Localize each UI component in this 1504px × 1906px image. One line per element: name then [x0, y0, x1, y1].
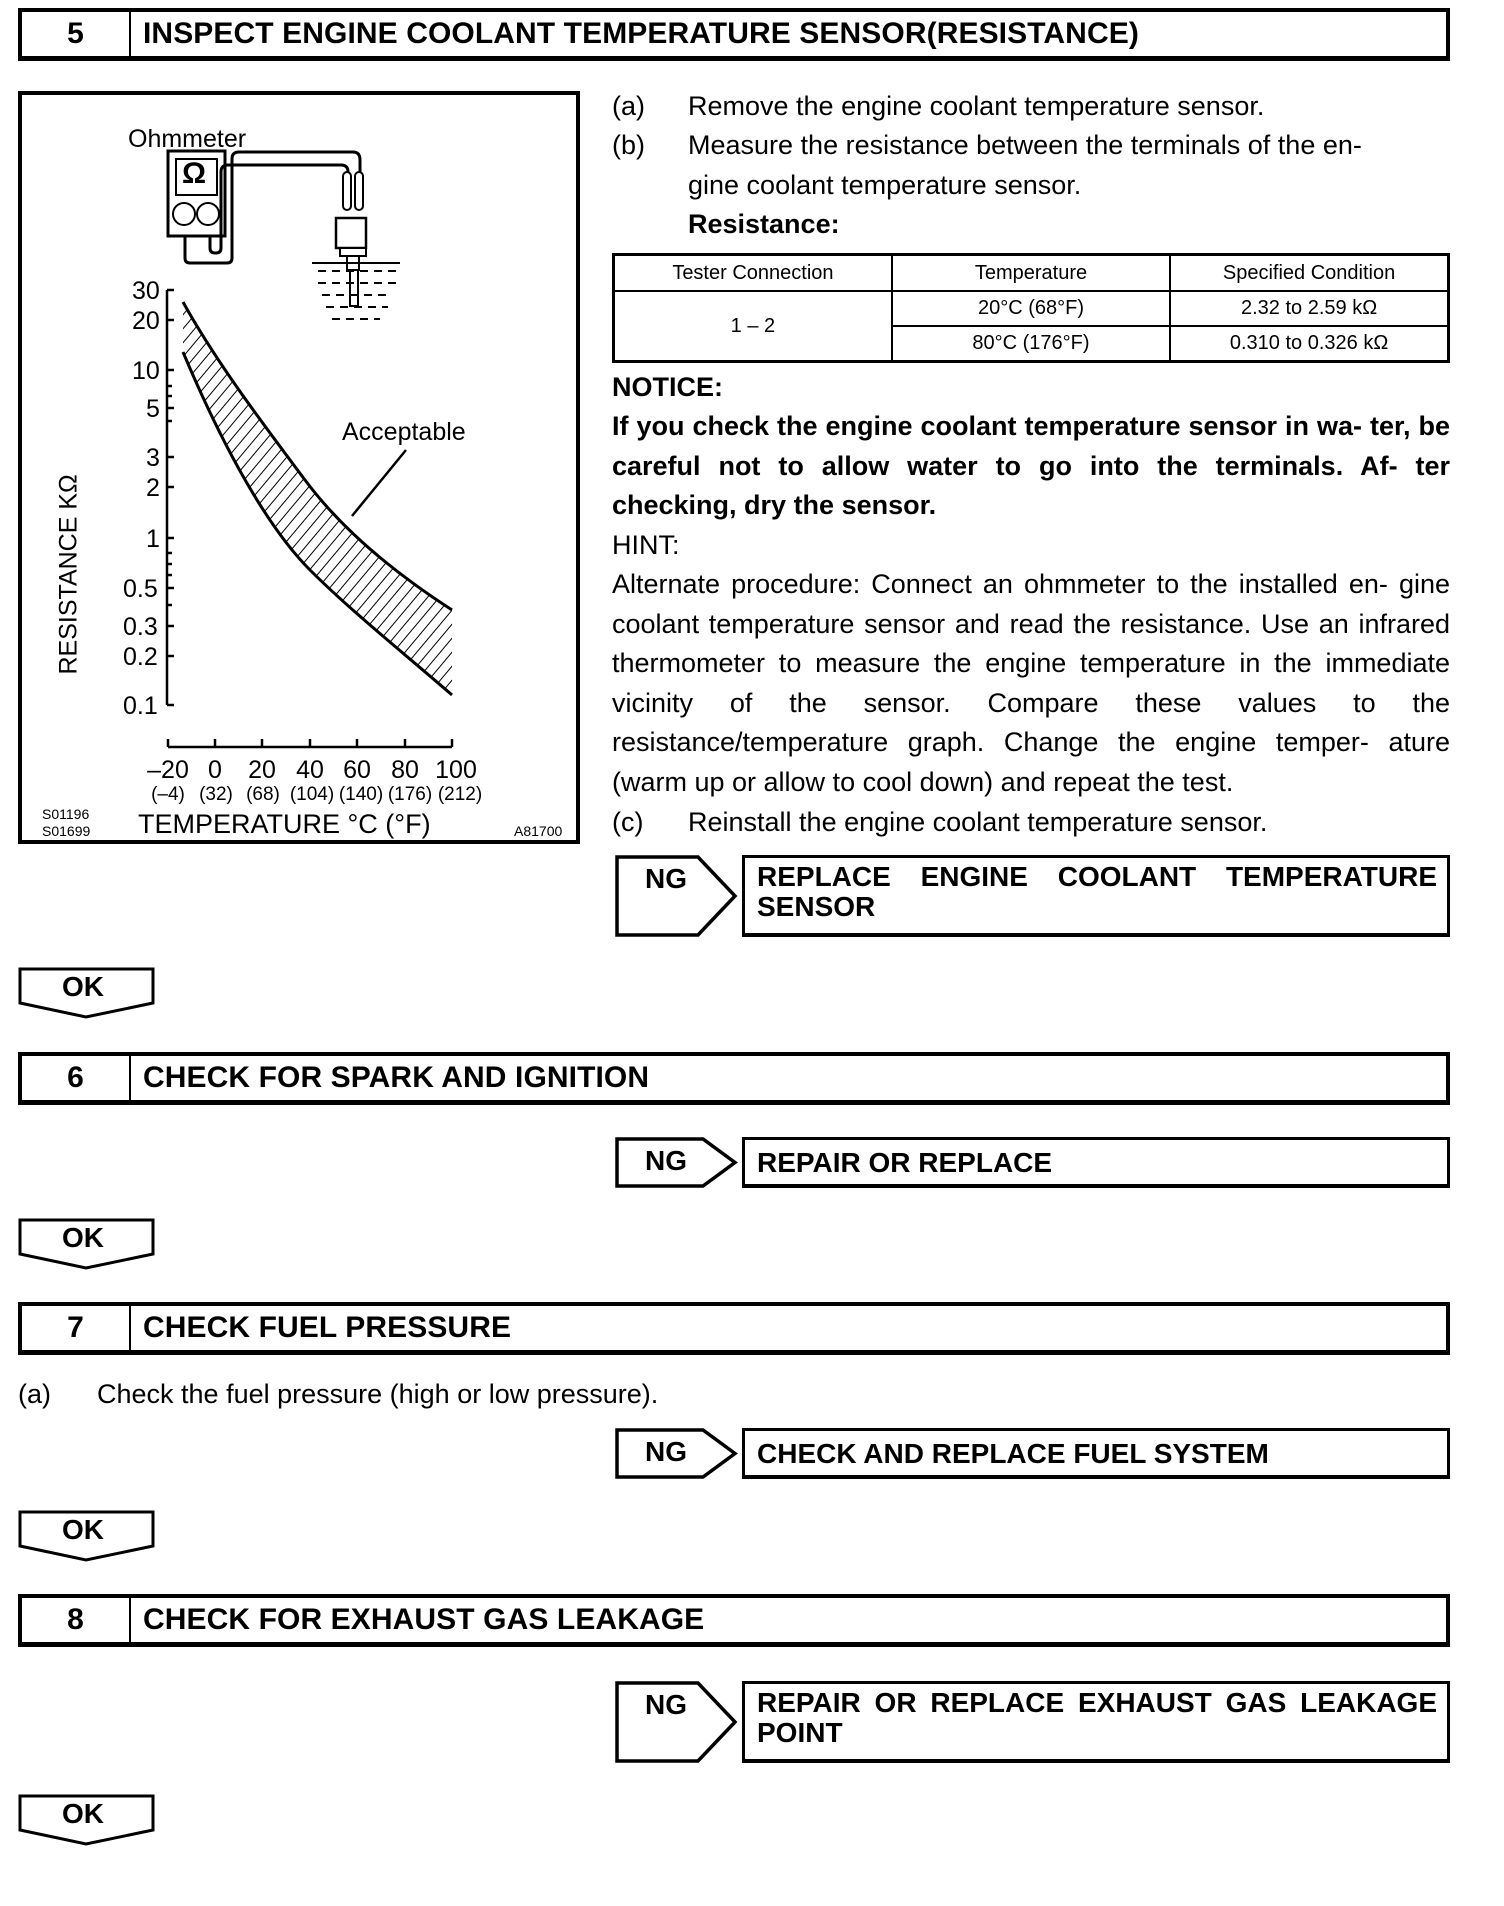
y-tick: 30: [132, 277, 160, 305]
x-tick: 60: [343, 756, 371, 784]
ng-label: NG: [645, 1145, 687, 1176]
step-b-text-2: gine coolant temperature sensor.: [688, 170, 1082, 200]
hint-heading: HINT:: [612, 530, 680, 560]
x-tick-f: (212): [437, 784, 483, 805]
figure-id-right: A81700: [514, 823, 563, 839]
step-c-marker: (c): [612, 807, 644, 837]
acceptable-band: [183, 302, 452, 695]
ohmmeter-label: Ohmmeter: [128, 125, 247, 153]
x-tick-f: (32): [199, 784, 233, 805]
table-cell-connection: 1 – 2: [614, 291, 892, 362]
ok-label: OK: [62, 1222, 104, 1253]
ng-action: REPAIR OR REPLACE: [742, 1137, 1450, 1188]
x-tick-f: (68): [246, 784, 280, 805]
acceptable-label: Acceptable: [342, 418, 466, 446]
step-7-ok-result[interactable]: [18, 1510, 155, 1562]
step-6-ng-result[interactable]: [615, 1137, 1450, 1188]
step-number: 5: [22, 12, 131, 56]
table-header: Tester Connection: [614, 255, 892, 292]
y-tick: 10: [132, 357, 160, 385]
hint-text: Alternate procedure: Connect an ohmmeter to the installed en- gine coolant temperature sensor and read the resistance. Use an infrared thermometer to measure the engine temperature in the immediate vicinity of the sensor. Compare these values to the resistance/temperature graph. Change the engine temper- ature (warm up or allow to cool down) and repeat the test.: [612, 569, 1450, 797]
table-cell: 20°C (68°F): [892, 291, 1170, 326]
x-tick: 20: [248, 756, 276, 784]
ng-label: NG: [645, 863, 687, 894]
notice-text: If you check the engine coolant temperature sensor in wa- ter, be careful not to allow water to go into the terminals. Af- ter checking, dry the sensor.: [612, 411, 1450, 520]
step-5-ok-result[interactable]: [18, 967, 155, 1019]
step-a-text: Check the fuel pressure (high or low pressure).: [97, 1379, 659, 1409]
step-b-marker: (b): [612, 130, 645, 160]
figure-id: S01699: [42, 823, 91, 839]
figure-drawing: [18, 91, 580, 844]
step-title: CHECK FOR SPARK AND IGNITION: [143, 1061, 650, 1094]
step-8-ng-result[interactable]: [615, 1681, 1450, 1763]
step-7-ng-result[interactable]: [615, 1428, 1450, 1479]
y-tick: 3: [146, 444, 160, 472]
step-title: CHECK FUEL PRESSURE: [143, 1311, 512, 1344]
figure-id: S01196: [42, 806, 90, 822]
table-cell: 80°C (176°F): [892, 326, 1170, 362]
y-tick: 0.3: [123, 613, 158, 641]
y-tick: 0.2: [123, 643, 158, 671]
step-6-ok-result[interactable]: [18, 1218, 155, 1270]
step-a-marker: (a): [612, 91, 645, 121]
ok-label: OK: [62, 1798, 104, 1829]
step-title: CHECK FOR EXHAUST GAS LEAKAGE: [143, 1603, 705, 1636]
step-8-header: [18, 1594, 1450, 1647]
resistance-spec-table: [612, 253, 1450, 363]
x-tick-f: (104): [289, 784, 335, 805]
x-tick: 40: [296, 756, 324, 784]
ok-label: OK: [62, 971, 104, 1002]
ng-label: NG: [645, 1689, 687, 1720]
step-number: 7: [22, 1306, 131, 1350]
table-header: Temperature: [892, 255, 1170, 292]
x-tick-f: (140): [338, 784, 384, 805]
y-axis-label: RESISTANCE KΩ: [54, 474, 83, 675]
y-tick: 5: [146, 395, 160, 423]
ng-label: NG: [645, 1436, 687, 1467]
ng-action: REPAIR OR REPLACE EXHAUST GAS LEAKAGE POINT: [742, 1681, 1450, 1763]
x-tick-f: (–4): [151, 784, 185, 805]
step-8-ok-result[interactable]: [18, 1794, 155, 1846]
y-tick: 1: [146, 525, 160, 553]
figure-ids-left: [42, 806, 90, 840]
x-tick: 100: [435, 756, 477, 784]
step-5-ng-result[interactable]: [615, 855, 1450, 937]
step-6-header: [18, 1052, 1450, 1105]
x-tick: 0: [208, 756, 222, 784]
y-tick: 20: [132, 307, 160, 335]
table-cell: 2.32 to 2.59 kΩ: [1170, 291, 1448, 326]
y-tick: 2: [146, 474, 160, 502]
table-header-row: [614, 255, 1449, 292]
step-b-text-1: Measure the resistance between the terminals of the en-: [688, 130, 1362, 160]
ng-action: REPLACE ENGINE COOLANT TEMPERATURE SENSOR: [742, 855, 1450, 937]
step-title: INSPECT ENGINE COOLANT TEMPERATURE SENSOR(RESISTANCE): [143, 17, 1139, 50]
table-header: Specified Condition: [1170, 255, 1448, 292]
resistance-temperature-figure: [18, 91, 580, 844]
x-tick: 80: [391, 756, 419, 784]
x-tick-f: (176): [387, 784, 433, 805]
notice-heading: NOTICE:: [612, 372, 723, 402]
step-5-header: [18, 8, 1450, 61]
table-cell: 0.310 to 0.326 kΩ: [1170, 326, 1448, 362]
y-tick: 0.1: [123, 692, 158, 720]
ng-action: CHECK AND REPLACE FUEL SYSTEM: [742, 1428, 1450, 1479]
x-tick: –20: [147, 756, 189, 784]
step-7-header: [18, 1302, 1450, 1355]
step-number: 8: [22, 1598, 131, 1642]
step-a-text: Remove the engine coolant temperature sensor.: [688, 91, 1265, 121]
resistance-heading: Resistance:: [688, 209, 840, 239]
x-axis-label: TEMPERATURE °C (°F): [138, 809, 431, 839]
step-number: 6: [22, 1056, 131, 1100]
y-tick: 0.5: [123, 575, 158, 603]
table-row: [614, 291, 1449, 326]
ok-label: OK: [62, 1514, 104, 1545]
step-a-marker: (a): [18, 1379, 51, 1409]
ohm-symbol-icon: Ω: [182, 157, 207, 190]
step-c-text: Reinstall the engine coolant temperature sensor.: [688, 807, 1268, 837]
